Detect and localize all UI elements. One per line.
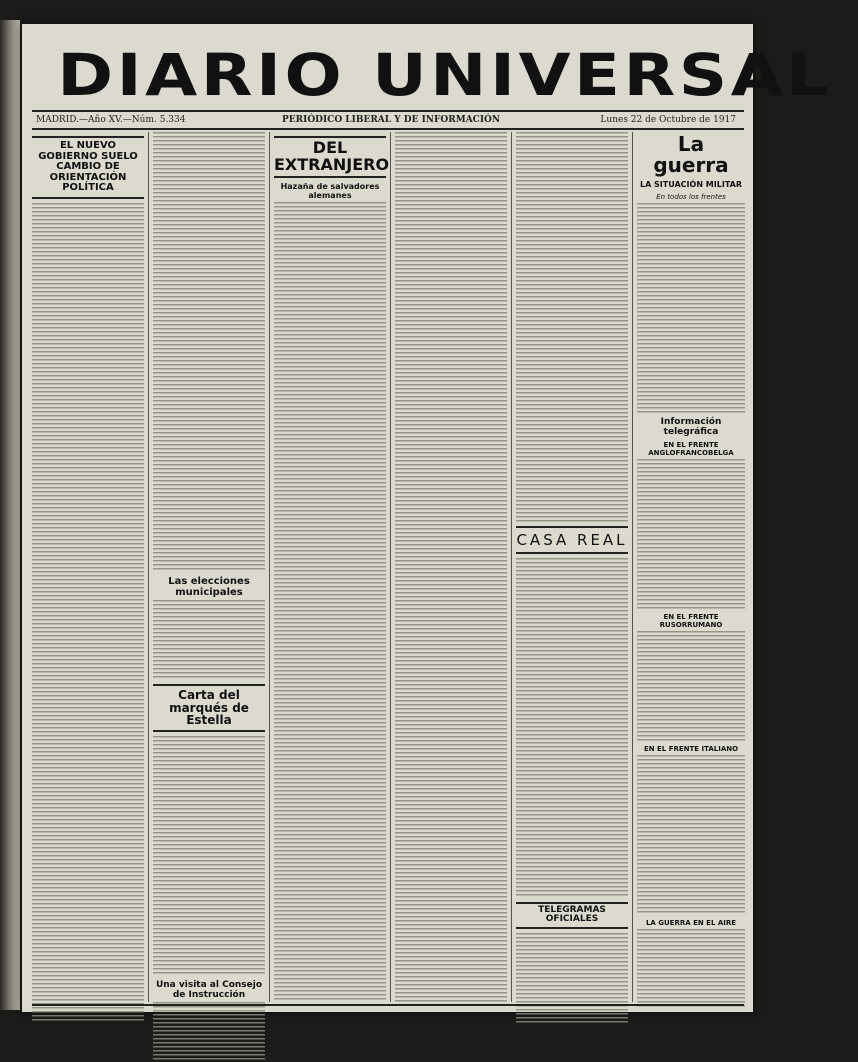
dateline-rule [32,128,744,130]
col2-article-text-1 [153,132,265,572]
column-rule [148,132,149,1002]
col3-article-text [274,202,386,1002]
col6-article-text-3 [637,631,745,741]
col5-article-text-2 [516,558,628,898]
col6-article-text-4 [637,755,745,915]
col6-headline: La guerra [653,132,729,177]
newspaper-page [22,24,833,1012]
col6-sub-informacion: Información telegráfica [660,417,722,437]
col2-subheading-consejo: Una visita al Consejo de Instrucción [155,979,263,1000]
col3-headline: DEL EXTRANJERO [274,138,390,174]
dateline-date: Lunes 22 de Octubre de 1917 [600,115,736,125]
bottom-rule [32,1004,744,1006]
col3-headline-box [274,136,390,178]
masthead-title: DIARIO UNIVERSAL [57,41,833,109]
col1-headline-box [32,136,144,199]
col3-kicker: Hazaña de salvadores alemanes [280,181,380,200]
column-5 [516,132,628,1002]
col6-sub-aire: LA GUERRA EN EL AIRE [645,919,737,927]
column-rule [390,132,391,1002]
column-rule [632,132,633,1002]
column-rule [269,132,270,1002]
col1-article-text [32,203,144,1023]
dateline [36,115,740,129]
binding-edge [0,20,20,1010]
col6-sub-frentes: En todos los frentes [656,193,726,201]
col2-article-text-3 [153,736,265,976]
col6-article-text-1 [637,203,745,413]
col1-headline: EL NUEVO GOBIERNO SUELO CAMBIO DE ORIENTACIÓN POLÍTICA [38,140,138,193]
col4-article-text [395,132,507,1002]
col2-article-text-2 [153,600,265,680]
column-6 [637,132,745,1002]
col6-sub-italiano: EN EL FRENTE ITALIANO [643,745,739,753]
col6-sub-anglofrancobelga: EN EL FRENTE ANGLOFRANCOBELGA [648,441,734,457]
col5-article-text-3 [516,933,628,1023]
dateline-issue: MADRID.—Año XV.—Núm. 5.334 [36,115,186,125]
col2-article-text-4 [153,1002,265,1062]
col6-article-text-5 [637,929,745,1009]
column-1 [32,132,144,1002]
masthead-rule [32,110,744,112]
dateline-subtitle: PERIÓDICO LIBERAL Y DE INFORMACIÓN [282,115,501,125]
col6-sub-rusorrumano: EN EL FRENTE RUSORRUMANO [659,613,723,629]
col6-sub-situacion: LA SITUACIÓN MILITAR [639,180,743,189]
col5-telegramas-heading: TELEGRAMAS OFICIALES [538,905,606,925]
col2-subheading-elecciones: Las elecciones municipales [168,576,250,598]
col6-article-text-2 [637,459,745,609]
col5-telegramas-box [516,902,628,929]
column-2 [153,132,265,1002]
col5-casa-real-heading: CASA REAL [516,526,628,554]
column-rule [511,132,512,1002]
col5-article-text-1 [516,132,628,522]
col2-headline-box [153,684,265,732]
col2-headline-estella: Carta del marqués de Estella [169,688,249,728]
column-4 [395,132,507,1002]
column-3 [274,132,390,1002]
